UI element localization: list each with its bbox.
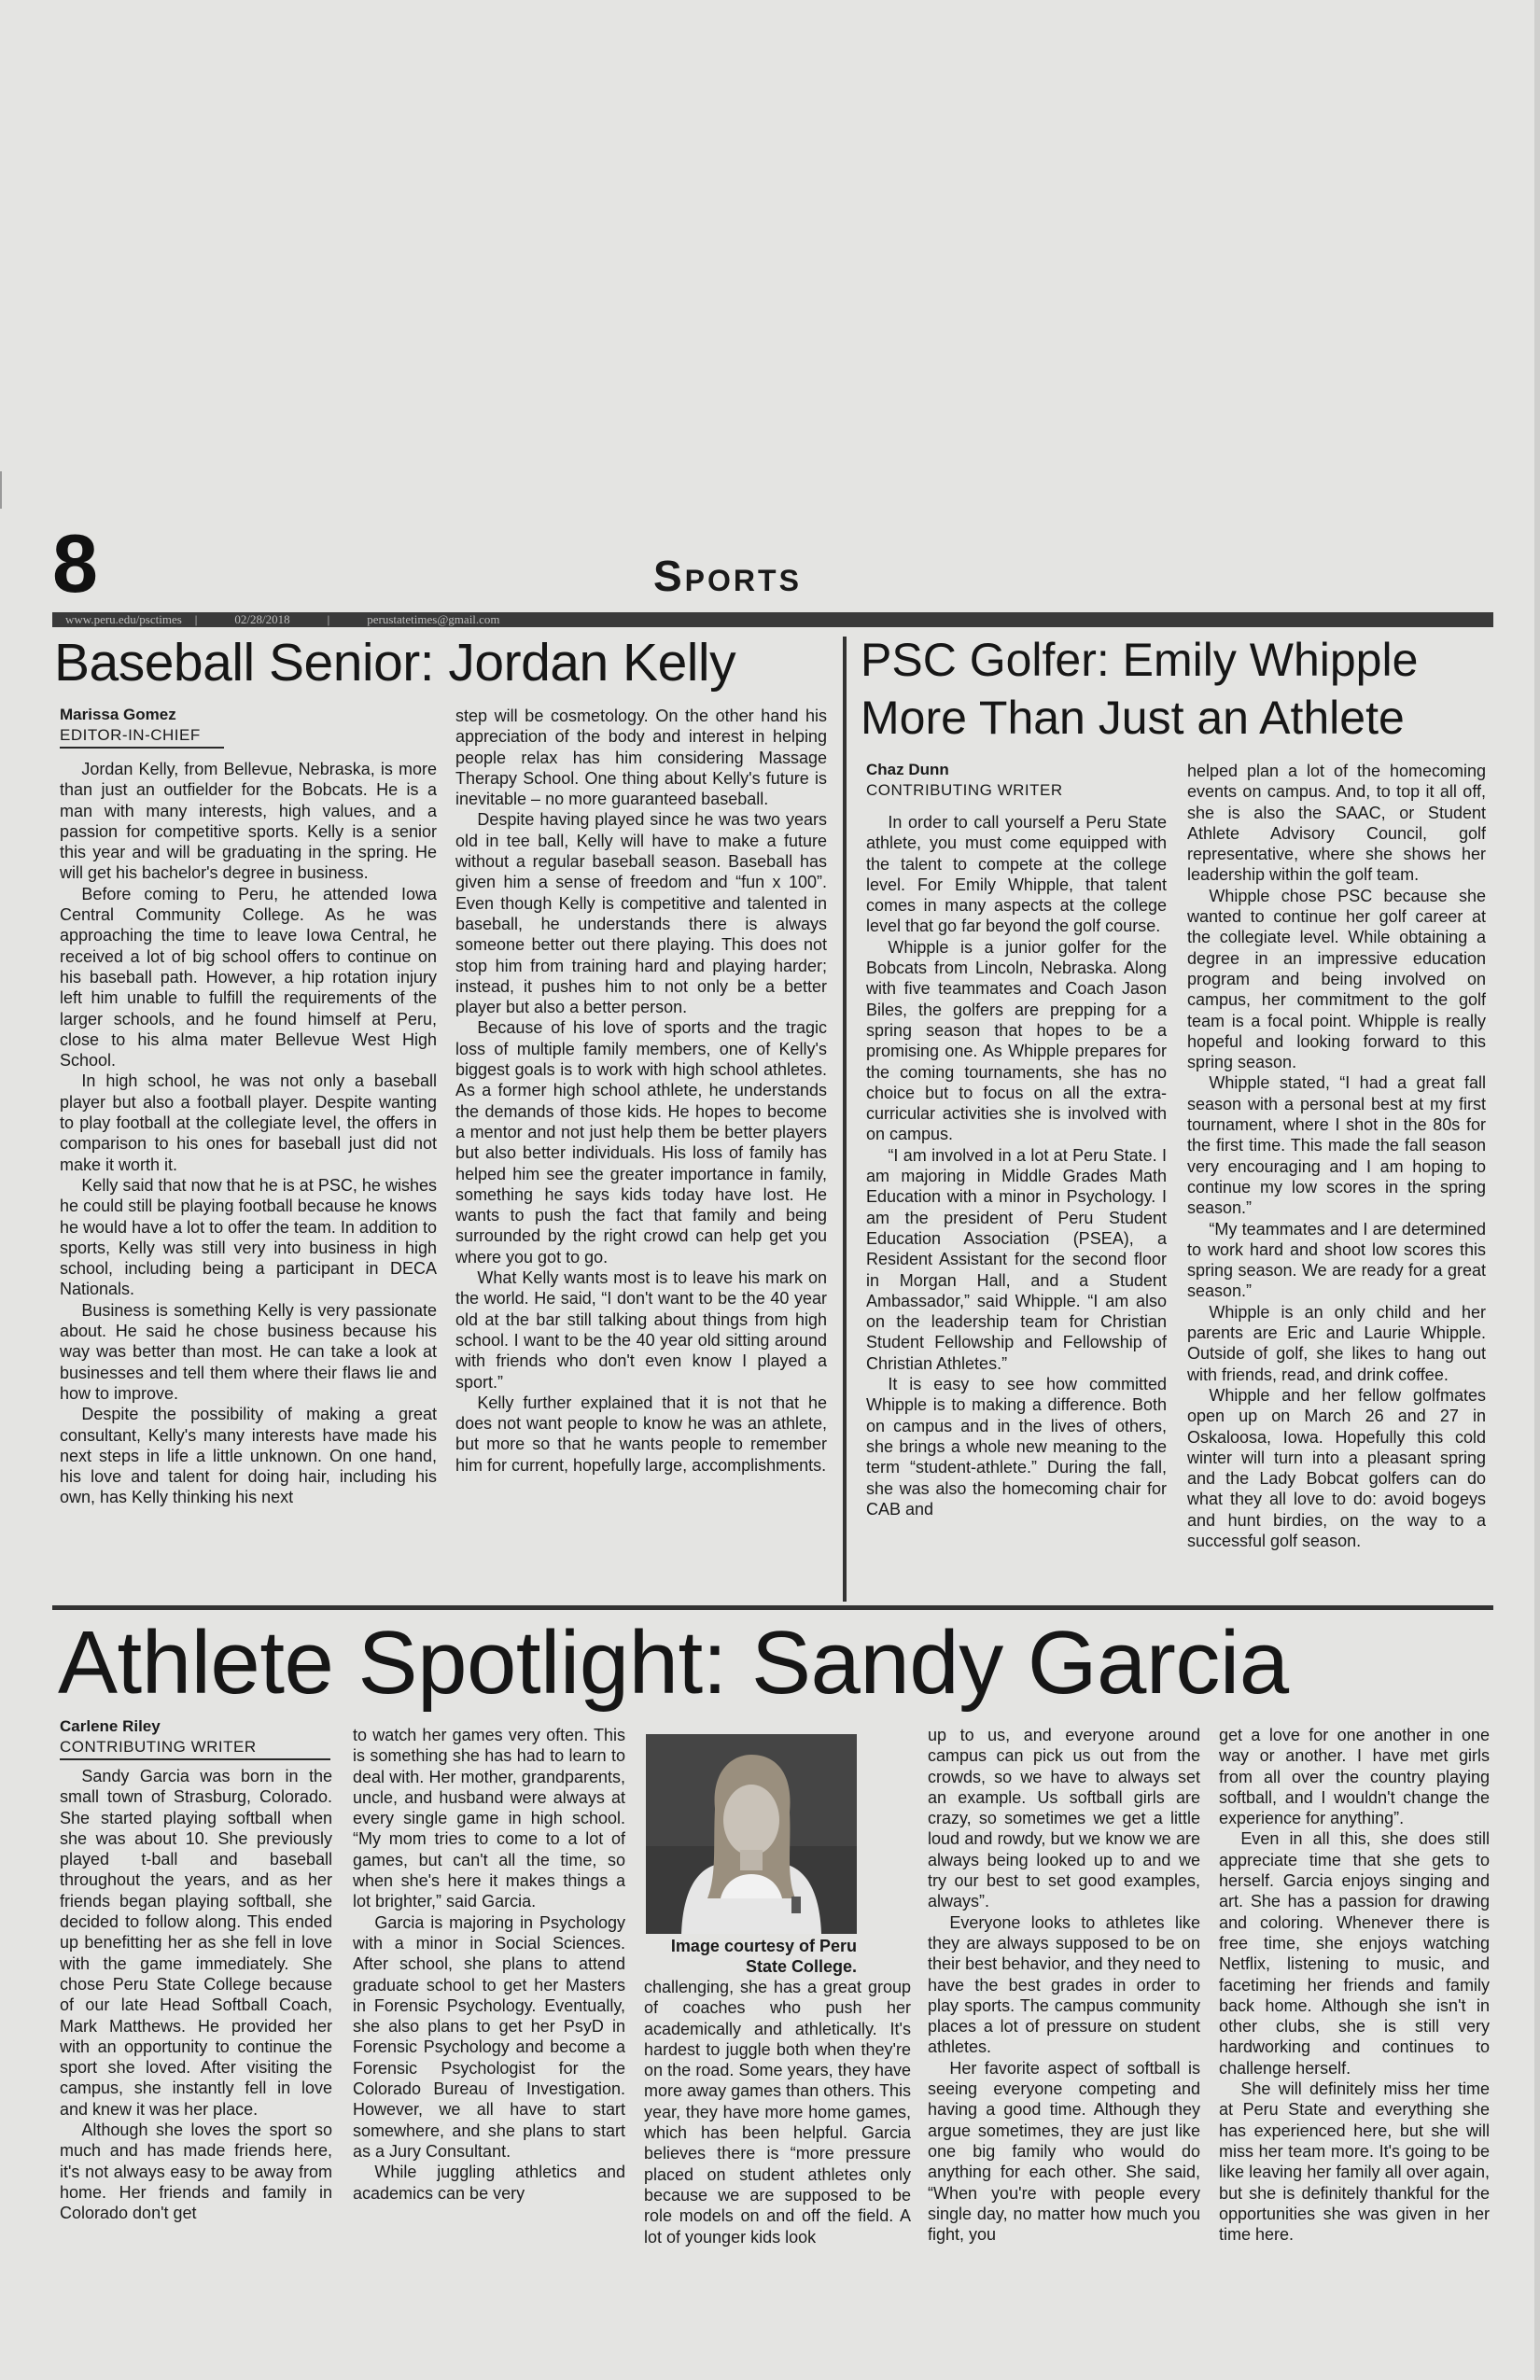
paragraph: In order to call yourself a Peru State athlete, you must come equipped with the talent to compete at the college level. For Emily Whipple, that talent comes in many aspects at the college level that go far beyond the golf course.: [866, 813, 1167, 936]
paragraph: Before coming to Peru, he attended Iowa Central Community College. As he was approaching the time to leave Iowa Central, he received a lot of big school offers to continue on his baseball path. However, a hip rotation injury left him unable to fulfill the requirements of the larger schools, and he found himself at Peru, close to his alma mater Bellevue West High School.: [60, 884, 437, 1071]
byline-author: Chaz Dunn: [866, 761, 949, 778]
email-link[interactable]: perustatetimes@gmail.com: [367, 612, 500, 626]
paragraph: Despite the possibility of making a great consultant, Kelly's many interests have made his next steps in life a little unknown. On one hand, his love and talent for doing hair, including his own, has Kelly thinking his next: [60, 1405, 437, 1507]
article-headline-spotlight: Athlete Spotlight: Sandy Garcia: [58, 1613, 1289, 1713]
athlete-photo: [646, 1734, 857, 1934]
paragraph: Because of his love of sports and the tragic loss of multiple family members, one of Kelly's biggest goals is to work with high school athletes. As a former high school athlete, he understands the demands of those kids. He hopes to become a mentor and not just help them be better players but also better individuals. His loss of family has helped him see the greater importance in family, something he says kids today have lost. He wants to push the fact that family and being surrounded by the right crowd can help get you where you got to go.: [455, 1018, 827, 1267]
page-edge-shadow: [1534, 0, 1540, 2380]
paragraph: up to us, and everyone around campus can pick us out from the crowds, so we have to always set an example. Us softball girls are crazy, so sometimes we get a little loud and rowdy, but we know we are always being looked up to and we try our best to set good examples, always”.: [928, 1726, 1200, 1911]
paragraph: get a love for one another in one way or another. I have met girls from all over the country playing softball, and I wouldn't change the experience for anything”.: [1219, 1726, 1490, 1828]
website-link[interactable]: www.peru.edu/psctimes: [65, 612, 182, 626]
byline-author: Carlene Riley: [60, 1717, 161, 1735]
paragraph: challenging, she has a great group of coaches who push her academically and athletically. It's hardest to juggle both when they're on the road. Some years, they have more away games than others. This year, they have more home games, which has been helpful. Garcia believes there is “more pressure placed on student athletes only because we are supposed to be role models on and off the field. A lot of younger kids look: [644, 1978, 911, 2247]
article-column: [455, 706, 827, 1589]
article-column: [644, 1977, 911, 2289]
article-column: [353, 1725, 625, 2289]
paragraph: Business is something Kelly is very passionate about. He said he chose business because his way was better than most. He can take a look at businesses and tell them where their flaws lie and how to improve.: [60, 1300, 437, 1403]
paragraph: “My teammates and I are determined to work hard and shoot low scores this spring season. We are ready for a great season.”: [1187, 1219, 1486, 1301]
issue-date: 02/28/2018: [234, 612, 290, 626]
athlete-portrait-image: [646, 1734, 857, 1934]
byline-role: EDITOR-IN-CHIEF: [60, 726, 224, 749]
article-headline-golfer-deck: More Than Just an Athlete: [861, 692, 1405, 744]
paragraph: Sandy Garcia was born in the small town of Strasburg, Colorado. She started playing softball when she was about 10. She previously played t-ball and baseball throughout the years, and as her friends began playing softball, she decided to follow along. This ended up benefitting her as she fell in love with the game immediately. She chose Peru State College because of our late Head Softball Coach, Mark Matthews. He provided her with an opportunity to continue the sport she loved. After visiting the campus, she instantly fell in love and knew it was her place.: [60, 1767, 332, 2119]
paragraph: helped plan a lot of the homecoming events on campus. And, to top it all off, she is also the SAAC, or Student Athlete Advisory Council, golf representative, where she shows her leadership within the golf team.: [1187, 762, 1486, 885]
paragraph: It is easy to see how committed Whipple is to making a difference. Both on campus and in the lives of others, she brings a whole new meaning to the term “student-athlete.” During the fall, she was also the homecoming chair for CAB and: [866, 1375, 1167, 1519]
paragraph: Whipple chose PSC because she wanted to continue her golf career at the collegiate level. While obtaining a degree in an impressive education program and being involved on campus, her commitment to the golf team is a focal point. Whipple is really hopeful and looking forward to this spring season.: [1187, 886, 1486, 1072]
column-rule: [843, 637, 847, 1602]
paragraph: step will be cosmetology. On the other hand his appreciation of the body and interest in helping people relax has him considering Massage Therapy School. One thing about Kelly's future is inevitable – no more guaranteed baseball.: [455, 707, 827, 809]
paragraph: Even in all this, she does still appreciate time that she gets to herself. Garcia enjoys singing and art. She has a passion for drawing and coloring. Whenever there is free time, she enjoys watching Netflix, listening to music, and facetiming her friends and family back home. Although she isn't in other clubs, she is still very hardworking and continues to challenge herself.: [1219, 1829, 1490, 2078]
paragraph: Whipple is an only child and her parents are Eric and Laurie Whipple. Outside of golf, she likes to hang out with friends, read, and drink coffee.: [1187, 1302, 1486, 1384]
paragraph: to watch her games very often. This is something she has had to learn to deal with. Her mother, grandparents, uncle, and husband were always at every single game in high school. “My mom tries to come to a lot of games, but can't all the time, so when she's here it makes things a lot brighter,” said Garcia.: [353, 1726, 625, 1911]
paragraph: Whipple is a junior golfer for the Bobcats from Lincoln, Nebraska. Along with five teammates and Coach Jason Biles, the golfers are prepping for a spring season that hopes to be a promising one. As Whipple prepares for the coming tournaments, she has no choice but to focus on all the extra-curricular activities she is involved with on campus.: [866, 937, 1167, 1144]
paragraph: Jordan Kelly, from Bellevue, Nebraska, is more than just an outfielder for the Bobcats. He is a man with many interests, high values, and a passion for competitive sports. Kelly is a senior this year and will be graduating in the spring. He will get his bachelor's degree in business.: [60, 760, 437, 883]
article-column: [60, 759, 437, 1589]
paragraph: Garcia is majoring in Psychology with a minor in Social Sciences. After school, she plans to attend graduate school to get her Masters in Forensic Psychology. Eventually, she also plans to get her PsyD in Forensic Psychology and become a Forensic Psychologist for the Colorado Bureau of Investigation. However, we all have to start somewhere, and she plans to start as a Jury Consultant.: [353, 1912, 625, 2161]
scan-margin-mark: [0, 471, 22, 509]
section-rule: [52, 1605, 1493, 1610]
paragraph: Everyone looks to athletes like they are always supposed to be on their best behavior, and they need to have the best grades in order to play sports. The campus community places a lot of pressure on student athletes.: [928, 1912, 1200, 2057]
paragraph: Her favorite aspect of softball is seeing everyone competing and having a good time. Although they argue sometimes, they are just like one big family who would do anything for each other. She said, “When you're with people every single day, no matter how much you fight, you: [928, 2058, 1200, 2245]
paragraph: While juggling athletics and academics can be very: [353, 2163, 625, 2203]
paragraph: Whipple and her fellow golfmates open up on March 26 and 27 in Oskaloosa, Iowa. Hopefully this cold winter will turn into a pleasant spring and the Lady Bobcat golfers can do what they all love to do: avoid bogeys and hunt birdies, on the way to a successful golf season.: [1187, 1385, 1486, 1550]
article-headline-golfer: PSC Golfer: Emily Whipple: [861, 634, 1419, 686]
byline-role: CONTRIBUTING WRITER: [60, 1738, 330, 1760]
article-column: [1187, 761, 1486, 1601]
paragraph: Despite having played since he was two years old in tee ball, Kelly will have to make a future without a regular baseball season. Baseball has given him a sense of freedom and “fun x 100”. Even though Kelly is competitive and talented in baseball, he understands there is always someone better out there playing. This does not stop him from training hard and playing harder; instead, it pushes him to not only be a better player but also a better person.: [455, 810, 827, 1017]
masthead-bar: [52, 612, 1493, 627]
paragraph: “I am involved in a lot at Peru State. I am majoring in Middle Grades Math Education with a minor in Psychology. I am the president of Peru Student Education Association (PSEA), a Resident Assistant for the second floor in Morgan Hall, and a Student Ambassador,” said Whipple. “I am also on the leadership team for Christian Student Fellowship and Fellowship of Christian Athletes.”: [866, 1145, 1167, 1373]
masthead-separator: |: [194, 612, 198, 626]
paragraph: Kelly said that now that he is at PSC, he wishes he could still be playing football because he knows he would have a lot to offer the team. In addition to sports, Kelly was still very into business in high school, including being a participant in DECA Nationals.: [60, 1175, 437, 1299]
paragraph: In high school, he was not only a baseball player but also a football player. Despite wanting to play football at the collegiate level, the offers in comparison to his ones for baseball just did not make it worth it.: [60, 1071, 437, 1174]
paragraph: Kelly further explained that it is not that he does not want people to know he was an athlete, but more so that he wants people to remember him for current, hopefully large, accomplishments.: [455, 1393, 827, 1475]
byline-author: Marissa Gomez: [60, 706, 176, 723]
photo-caption: Image courtesy of Peru State College.: [670, 1937, 857, 1976]
paragraph: What Kelly wants most is to leave his mark on the world. He said, “I don't want to be the 40 year old at the bar still talking about things from high school. I want to be the 40 year old sitting around with friends who don't even know I played a sport.”: [455, 1268, 827, 1392]
section-title: Sports: [653, 552, 802, 600]
paragraph: Whipple stated, “I had a great fall season with a personal best at my first tournament, where I shot in the 80s for the first time. This made the fall season very encouraging and I am hoping to continue my low scores in the spring season.”: [1187, 1073, 1486, 1218]
article-column: [866, 812, 1167, 1587]
byline-role: CONTRIBUTING WRITER: [866, 781, 1063, 799]
article-column: [60, 1766, 332, 2289]
article-column: [1219, 1725, 1490, 2289]
paragraph: Although she loves the sport so much and has made friends here, it's not always easy to be away from home. Her friends and family in Colorado don't get: [60, 2121, 332, 2223]
article-column: [928, 1725, 1200, 2289]
article-headline-baseball: Baseball Senior: Jordan Kelly: [54, 633, 736, 693]
paragraph: She will definitely miss her time at Peru State and everything she has experienced here, but she will miss her team more. It's going to be like leaving her family all over again, but she is definitely thankful for the opportunities she was given in her time here.: [1219, 2079, 1490, 2245]
masthead-separator: |: [327, 612, 330, 626]
page-number: 8: [52, 517, 96, 609]
